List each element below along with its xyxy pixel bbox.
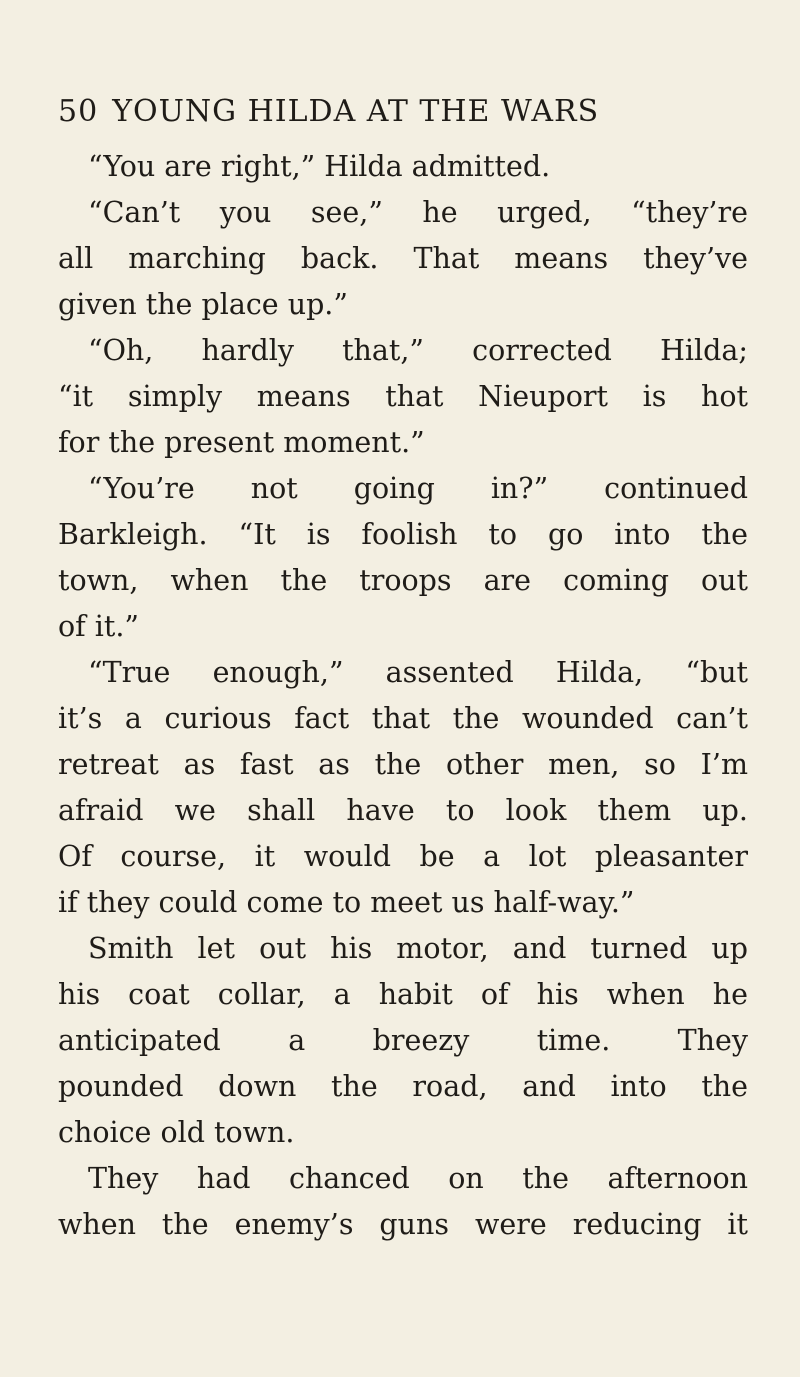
text-line: if they could come to meet us half-way.” bbox=[58, 886, 635, 919]
text-line: Barkleigh. “It is foolish to go into the bbox=[58, 518, 748, 551]
running-title: YOUNG HILDA AT THE WARS bbox=[112, 94, 600, 129]
text-line: pounded down the road, and into the bbox=[58, 1070, 748, 1103]
text-line: town, when the troops are coming out bbox=[58, 564, 748, 597]
page-number: 50 bbox=[58, 94, 99, 129]
text-line: afraid we shall have to look them up. bbox=[58, 794, 748, 827]
text-line: Of course, it would be a lot pleasanter bbox=[58, 840, 748, 873]
text-line: “Oh, hardly that,” corrected Hilda; bbox=[88, 334, 748, 367]
text-line: it’s a curious fact that the wounded can’t bbox=[58, 702, 748, 735]
text-line: “You’re not going in?” continued bbox=[88, 472, 748, 505]
text-line: anticipated a breezy time. They bbox=[58, 1024, 748, 1057]
text-line: for the present moment.” bbox=[58, 426, 425, 459]
text-line: all marching back. That means they’ve bbox=[58, 242, 748, 275]
text-line: They had chanced on the afternoon bbox=[88, 1162, 748, 1195]
text-line: “Can’t you see,” he urged, “they’re bbox=[88, 196, 748, 229]
text-line: Smith let out his motor, and turned up bbox=[88, 932, 748, 965]
text-line: “True enough,” assented Hilda, “but bbox=[88, 656, 748, 689]
text-line: of it.” bbox=[58, 610, 139, 643]
text-line: his coat collar, a habit of his when he bbox=[58, 978, 748, 1011]
text-line: “it simply means that Nieuport is hot bbox=[58, 380, 748, 413]
body-text bbox=[58, 144, 748, 1248]
text-line: choice old town. bbox=[58, 1116, 295, 1149]
running-head bbox=[58, 92, 758, 132]
text-line: given the place up.” bbox=[58, 288, 348, 321]
text-line: retreat as fast as the other men, so I’m bbox=[58, 748, 748, 781]
text-line: “You are right,” Hilda admitted. bbox=[88, 150, 551, 183]
text-line: when the enemy’s guns were reducing it bbox=[58, 1208, 748, 1241]
